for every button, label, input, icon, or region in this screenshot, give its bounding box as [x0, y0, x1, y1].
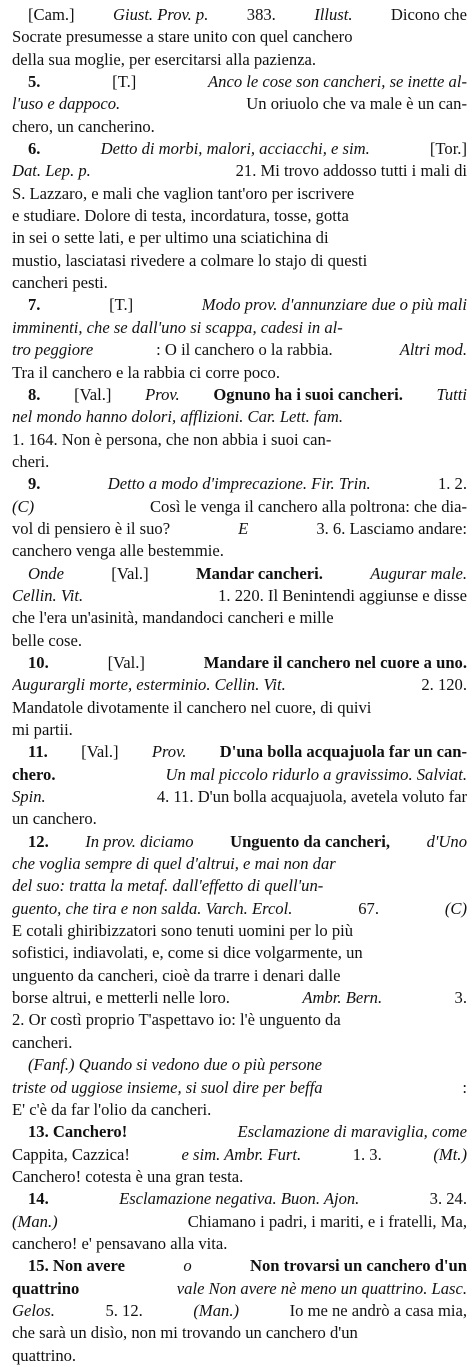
text-span: 4. 11. D'un bolla acquajuola, avetela voluto far [152, 787, 467, 807]
italic-text: Spin. [12, 787, 46, 807]
text-span: : O il canchero o la rabbia. [156, 340, 337, 360]
text-line [12, 540, 467, 562]
bold-text: 12. [28, 831, 53, 851]
text-span: Socrate presumesse a stare unito con quel canchero [12, 27, 353, 47]
text-span: quattrino. [12, 1345, 77, 1365]
text-line [12, 1278, 467, 1300]
text-span: che sarà un disìo, non mi trovando un canchero d'un [12, 1323, 358, 1343]
text-span: della sua moglie, per esercitarsi alla pazienza. [12, 49, 317, 69]
text-line [12, 116, 467, 138]
text-span: [T.] [112, 72, 141, 92]
italic-text: Tutti [436, 384, 467, 404]
text-line [12, 697, 467, 719]
italic-text: (Fanf.) Quando si vedono due o più persone [28, 1055, 323, 1075]
text-span: [Tor.] [425, 139, 467, 159]
text-line [12, 1345, 467, 1367]
text-span: e studiare. Dolore di testa, incordatura, tosse, gotta [12, 206, 349, 226]
text-line [12, 451, 467, 473]
text-span: unguento da cancheri, cioè da trarre i denari dalle [12, 965, 341, 985]
italic-text: Ambr. Bern. [302, 988, 383, 1008]
italic-text: Detto di morbi, malori, acciacchi, e sim. [100, 139, 370, 159]
italic-text: Illust. [314, 5, 353, 24]
text-span: 2. Or costì proprio T'aspettavo io: l'è unguento da [12, 1010, 341, 1030]
text-span: [Cam.] [28, 5, 79, 24]
italic-text: Modo prov. d'annunziare due o più mali [201, 295, 467, 315]
text-line [12, 875, 467, 897]
italic-text: E [238, 518, 249, 538]
text-span: [T.] [109, 295, 138, 315]
italic-text: Un mal piccolo ridurlo a gravissimo. Salviat. [165, 764, 467, 784]
italic-text: (C) [444, 898, 467, 918]
text-line [12, 272, 467, 294]
text-span: Io me ne andrò a casa mia, [285, 1300, 467, 1320]
text-span: Canchero! cotesta è una gran testa. [12, 1166, 244, 1186]
italic-text: Esclamazione negativa. Buon. Ajon. [119, 1189, 360, 1209]
italic-text: del suo: tratta la metaf. dall'effetto di quell'un- [12, 876, 324, 896]
text-span: mi partii. [12, 720, 73, 739]
italic-text: In prov. diciamo [85, 831, 194, 851]
text-line [12, 339, 467, 361]
text-span: 383. [242, 5, 280, 24]
text-line [12, 1188, 467, 1210]
bold-text: 9. [28, 474, 45, 494]
text-span: 1. 164. Non è persona, che non abbia i suoi can- [12, 429, 332, 449]
text-line [12, 831, 467, 853]
text-span: belle cose. [12, 630, 83, 650]
italic-text: Anco le cose son cancheri, se inette al- [208, 72, 467, 92]
italic-text: tro peggiore [12, 340, 94, 360]
text-span: 3. 24. [425, 1189, 467, 1209]
italic-text: Augurargli morte, esterminio. Cellin. Vit. [12, 675, 286, 695]
text-line [12, 987, 467, 1009]
text-span: vol di pensiero è il suo? [12, 518, 175, 538]
text-line [12, 227, 467, 249]
text-line [12, 205, 467, 227]
text-span: [Val.] [107, 563, 153, 583]
text-line [12, 93, 467, 115]
text-line [12, 138, 467, 160]
italic-text: triste od uggiose insieme, si suol dire per beffa [12, 1077, 323, 1097]
italic-text: Altri mod. [399, 340, 467, 360]
text-line [12, 741, 467, 763]
bold-text: 13. Canchero! [28, 1122, 132, 1142]
italic-text: o [183, 1256, 192, 1276]
text-span: canchero! e' pensavano alla vita. [12, 1233, 228, 1253]
text-line [12, 1166, 467, 1188]
bold-text: chero. [12, 764, 60, 784]
italic-text: Augurar male. [370, 563, 467, 583]
text-line [12, 719, 467, 741]
text-line [12, 1099, 467, 1121]
text-line [12, 518, 467, 540]
italic-text: Detto a modo d'imprecazione. Fir. Trin. [107, 474, 371, 494]
bold-text: Non trovarsi un canchero d'un [245, 1256, 467, 1276]
italic-text: Prov. [145, 384, 180, 404]
bold-text: D'una bolla acquajuola far un can- [215, 742, 467, 762]
text-span: cheri. [12, 451, 50, 471]
italic-text: imminenti, che se dall'uno si scappa, cadesi in al- [12, 317, 343, 337]
text-line [12, 674, 467, 696]
text-span: borse altrui, e metterli nelle loro. [12, 988, 235, 1008]
bold-text: 15. Non avere [28, 1256, 130, 1276]
text-line [12, 362, 467, 384]
italic-text: (Man.) [12, 1211, 58, 1231]
text-line [12, 250, 467, 272]
text-span: 3. 6. Lasciamo andare: [312, 518, 467, 538]
italic-text: che voglia sempre di quel d'altrui, e mai non dar [12, 854, 336, 874]
text-span: 67. [354, 898, 384, 918]
bold-text: 14. [28, 1189, 53, 1209]
bold-text: 7. [28, 295, 45, 315]
text-line [12, 942, 467, 964]
text-span: cancheri pesti. [12, 273, 108, 293]
text-line [12, 26, 467, 48]
text-span: 1. 3. [348, 1144, 386, 1164]
italic-text: (Mt.) [433, 1144, 467, 1164]
italic-text: (Man.) [193, 1300, 240, 1320]
text-line [12, 764, 467, 786]
italic-text: guento, che tira e non salda. Varch. Ercol. [12, 898, 293, 918]
italic-text: Dat. Lep. p. [12, 161, 91, 181]
text-line [12, 630, 467, 652]
text-line [12, 786, 467, 808]
text-line [12, 920, 467, 942]
bold-text: Ognuno ha i suoi cancheri. [209, 384, 407, 404]
italic-text: Gelos. [12, 1300, 55, 1320]
text-span: Un oriuolo che va male è un can- [242, 94, 467, 114]
italic-text: Giust. Prov. p. [112, 5, 209, 24]
text-span: Dicono che [386, 5, 467, 24]
bold-text: 5. [28, 72, 45, 92]
text-span: Cappita, Cazzica! [12, 1144, 135, 1164]
text-span: 1. 220. Il Benintendi aggiunse e disse [213, 585, 467, 605]
text-span: 2. 120. [417, 675, 467, 695]
text-span: [Val.] [74, 384, 116, 404]
text-line [12, 652, 467, 674]
text-line [12, 160, 467, 182]
text-line [12, 384, 467, 406]
bold-text: 6. [28, 139, 45, 159]
text-line [12, 1054, 467, 1076]
text-line [12, 853, 467, 875]
text-line [12, 808, 467, 830]
text-line [12, 429, 467, 451]
text-line [12, 563, 467, 585]
text-line [12, 1300, 467, 1322]
bold-text: 10. [28, 652, 53, 672]
text-span: 21. Mi trovo addosso tutti i mali di [231, 161, 467, 181]
text-span: Mandatole divotamente il canchero nel cuore, di quivi [12, 697, 372, 717]
text-span: un canchero. [12, 809, 97, 829]
text-line [12, 1121, 467, 1143]
italic-text: vale Non avere nè meno un quattrino. Lasc. [176, 1278, 467, 1298]
bold-text: Unguento da cancheri, [225, 831, 395, 851]
text-line [12, 49, 467, 71]
italic-text: d'Uno [426, 831, 467, 851]
text-line [12, 317, 467, 339]
text-span: 3. [450, 988, 467, 1008]
text-line [12, 1233, 467, 1255]
text-span: canchero venga alle bestemmie. [12, 541, 224, 561]
text-span: Chiamano i padri, i mariti, e i fratelli, Ma, [183, 1211, 467, 1231]
bold-text: 11. [28, 742, 52, 762]
text-span: Tra il canchero e la rabbia ci corre poco. [12, 362, 280, 382]
text-line [12, 71, 467, 93]
text-line [12, 1255, 467, 1277]
text-span: sofistici, indiavolati, e, come si dice volgarmente, un [12, 943, 363, 963]
text-span: [Val.] [107, 652, 150, 672]
text-line [12, 294, 467, 316]
text-line [12, 496, 467, 518]
text-span: S. Lazzaro, e mali che vaglion tant'oro per iscrivere [12, 183, 355, 203]
text-span: 1. 2. [433, 474, 467, 494]
text-span: cancheri. [12, 1032, 73, 1052]
text-line [12, 1211, 467, 1233]
text-line [12, 406, 467, 428]
bold-text: quattrino [12, 1278, 84, 1298]
text-line [12, 1032, 467, 1054]
text-line [12, 1144, 467, 1166]
text-span: [Val.] [81, 742, 123, 762]
text-line [12, 607, 467, 629]
bold-text: Mandar cancheri. [195, 563, 328, 583]
text-line [12, 898, 467, 920]
text-line [12, 473, 467, 495]
italic-text: e sim. Ambr. Furt. [181, 1144, 302, 1164]
italic-text: Esclamazione di maraviglia, come [237, 1122, 467, 1142]
italic-text: nel mondo hanno dolori, afflizioni. Car. Lett. fam. [12, 407, 343, 427]
text-span: E cotali ghiribizzatori sono tenuti uomini per lo più [12, 921, 354, 941]
bold-text: 8. [28, 384, 45, 404]
italic-text: Prov. [151, 742, 187, 762]
italic-text: Onde [28, 563, 64, 583]
text-line [12, 1009, 467, 1031]
text-line [12, 585, 467, 607]
italic-text: l'uso e dappoco. [12, 94, 121, 114]
text-span: chero, un cancherino. [12, 116, 155, 136]
text-span: E' c'è da far l'olio da cancheri. [12, 1099, 212, 1119]
text-span: : [462, 1077, 467, 1097]
text-line [12, 183, 467, 205]
text-line [12, 965, 467, 987]
text-span: in sei o sette lati, e per ultimo una sciatichina di [12, 228, 329, 248]
text-span: mustio, lasciatasi rivedere a colmare lo stajo di questi [12, 250, 368, 270]
italic-text: (C) [12, 496, 35, 516]
text-line [12, 1322, 467, 1344]
text-line [12, 4, 467, 26]
italic-text: Cellin. Vit. [12, 585, 84, 605]
bold-text: Mandare il canchero nel cuore a uno. [203, 652, 467, 672]
text-span: 5. 12. [101, 1300, 147, 1320]
text-span: Così le venga il canchero alla poltrona: che dia- [145, 496, 467, 516]
text-span: che l'era un'asinità, mandandoci cancheri e mille [12, 608, 334, 628]
text-line [12, 1077, 467, 1099]
